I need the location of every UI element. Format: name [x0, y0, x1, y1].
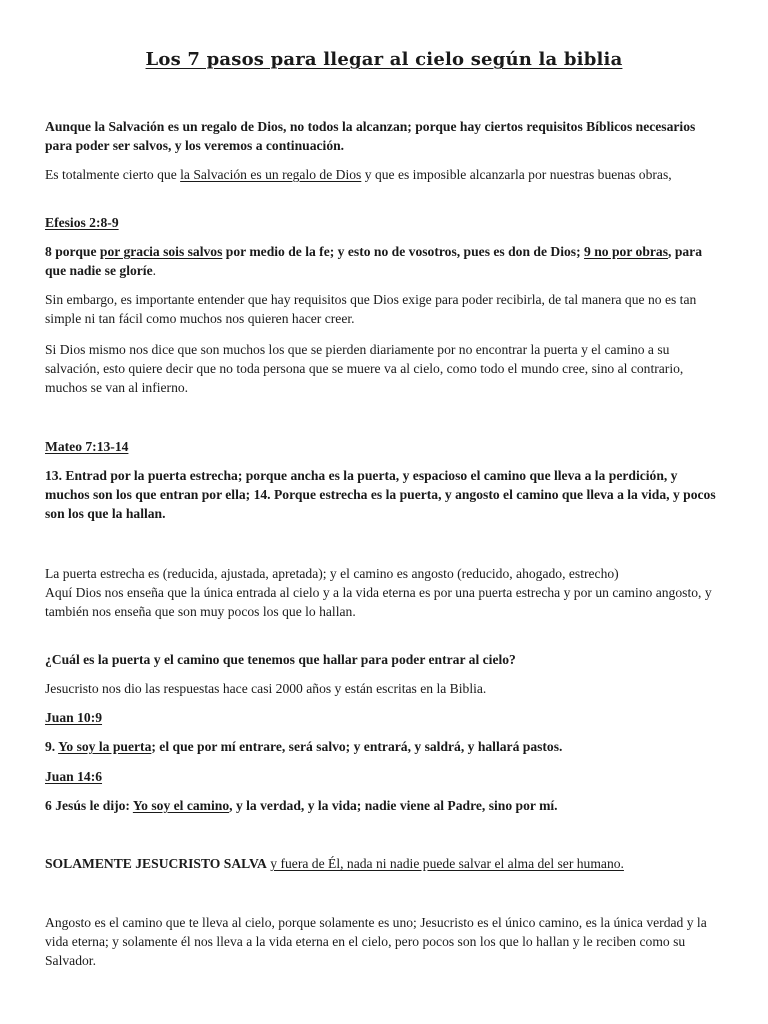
narrow-gate-line2: Aquí Dios nos enseña que la única entrada al cielo y a la vida eterna es por una puerta estrecha y por un camino angosto, y también nos enseña que son muy pocos los que lo hallan. — [45, 585, 712, 619]
verse-juan-10-9-number: 9. — [45, 739, 59, 754]
verse-efesios-part1: 8 porque — [45, 244, 100, 259]
reference-juan-14-6: Juan 14:6 — [45, 769, 103, 784]
paragraph-narrow-gate — [45, 564, 725, 621]
statement-only-jesus-bold: SOLAMENTE JESUCRISTO SALVA — [45, 856, 267, 871]
verse-juan-10-9 — [45, 737, 725, 756]
paragraph-gift-end: y que es imposible alcanzarla por nuestras buenas obras, — [361, 167, 672, 182]
verse-efesios — [45, 242, 725, 280]
reference-efesios: Efesios 2:8-9 — [45, 215, 119, 230]
question-heading: ¿Cuál es la puerta y el camino que tenemos que hallar para poder entrar al cielo? — [45, 652, 516, 667]
verse-efesios-part3: , para que nadie se gloríe — [45, 244, 702, 278]
reference-mateo: Mateo 7:13-14 — [45, 439, 129, 454]
statement-only-jesus-underlined: y fuera de Él, nada ni nadie puede salvar el alma del ser humano. — [270, 856, 624, 871]
verse-juan-14-6-way: Yo soy el camino — [132, 798, 230, 813]
document-title: Los 7 pasos para llegar al cielo según la biblia — [145, 49, 623, 70]
paragraph-narrow-way: Angosto es el camino que te lleva al cielo, porque solamente es uno; Jesucristo es el único camino, es la única verdad y la vida eterna; y solamente él nos lleva a la vida eterna en el cielo, pero pocos son los que lo hallan y le reciben como su Salvador. — [45, 915, 707, 968]
verse-efesios-grace: por gracia sois salvos — [99, 244, 223, 259]
verse-juan-10-9-rest: ; el que por mí entrare, será salvo; y entrará, y saldrá, y hallará pastos. — [151, 739, 563, 754]
paragraph-gift — [45, 165, 725, 184]
verse-mateo: 13. Entrad por la puerta estrecha; porque ancha es la puerta, y espacioso el camino que lleva a la perdición, y muchos son los que entran por ella; 14. Porque estrecha es la puerta, y angosto el camino que lleva a la vida, y pocos son los que la hallan. — [45, 468, 716, 521]
verse-efesios-works: 9 no por obras — [584, 244, 669, 259]
paragraph-answers: Jesucristo nos dio las respuestas hace casi 2000 años y están escritas en la Biblia. — [45, 681, 487, 696]
paragraph-lost: Si Dios mismo nos dice que son muchos los que se pierden diariamente por no encontrar la puerta y el camino a su salvación, esto quiere decir que no toda persona que se muere va al cielo, como todo el mundo cree, sino al contrario, muchos se van al infierno. — [45, 342, 684, 395]
narrow-gate-line1: La puerta estrecha es (reducida, ajustada, apretada); y el camino es angosto (reducido, ahogado, estrecho) — [45, 566, 619, 581]
intro-paragraph: Aunque la Salvación es un regalo de Dios, no todos la alcanzan; porque hay ciertos requisitos Bíblicos necesarios para poder ser salvos, y los veremos a continuación. — [45, 119, 696, 153]
verse-juan-14-6-start: 6 Jesús le dijo: — [45, 798, 133, 813]
paragraph-gift-start: Es totalmente cierto que — [45, 167, 181, 182]
paragraph-requirements: Sin embargo, es importante entender que hay requisitos que Dios exige para poder recibirla, de tal manera que no es tan simple ni tan fácil como muchos nos quieren hacer creer. — [45, 292, 697, 326]
verse-juan-10-9-door: Yo soy la puerta — [58, 739, 152, 754]
reference-juan-10-9: Juan 10:9 — [45, 710, 103, 725]
verse-juan-14-6 — [45, 796, 725, 815]
verse-efesios-period: . — [152, 263, 157, 278]
gift-underlined-phrase: la Salvación es un regalo de Dios — [180, 167, 362, 182]
verse-efesios-part2: por medio de la fe; y esto no de vosotros, pues es don de Dios; — [222, 244, 585, 259]
statement-only-jesus — [45, 854, 725, 873]
verse-juan-14-6-rest: , y la verdad, y la vida; nadie viene al Padre, sino por mí. — [229, 798, 558, 813]
